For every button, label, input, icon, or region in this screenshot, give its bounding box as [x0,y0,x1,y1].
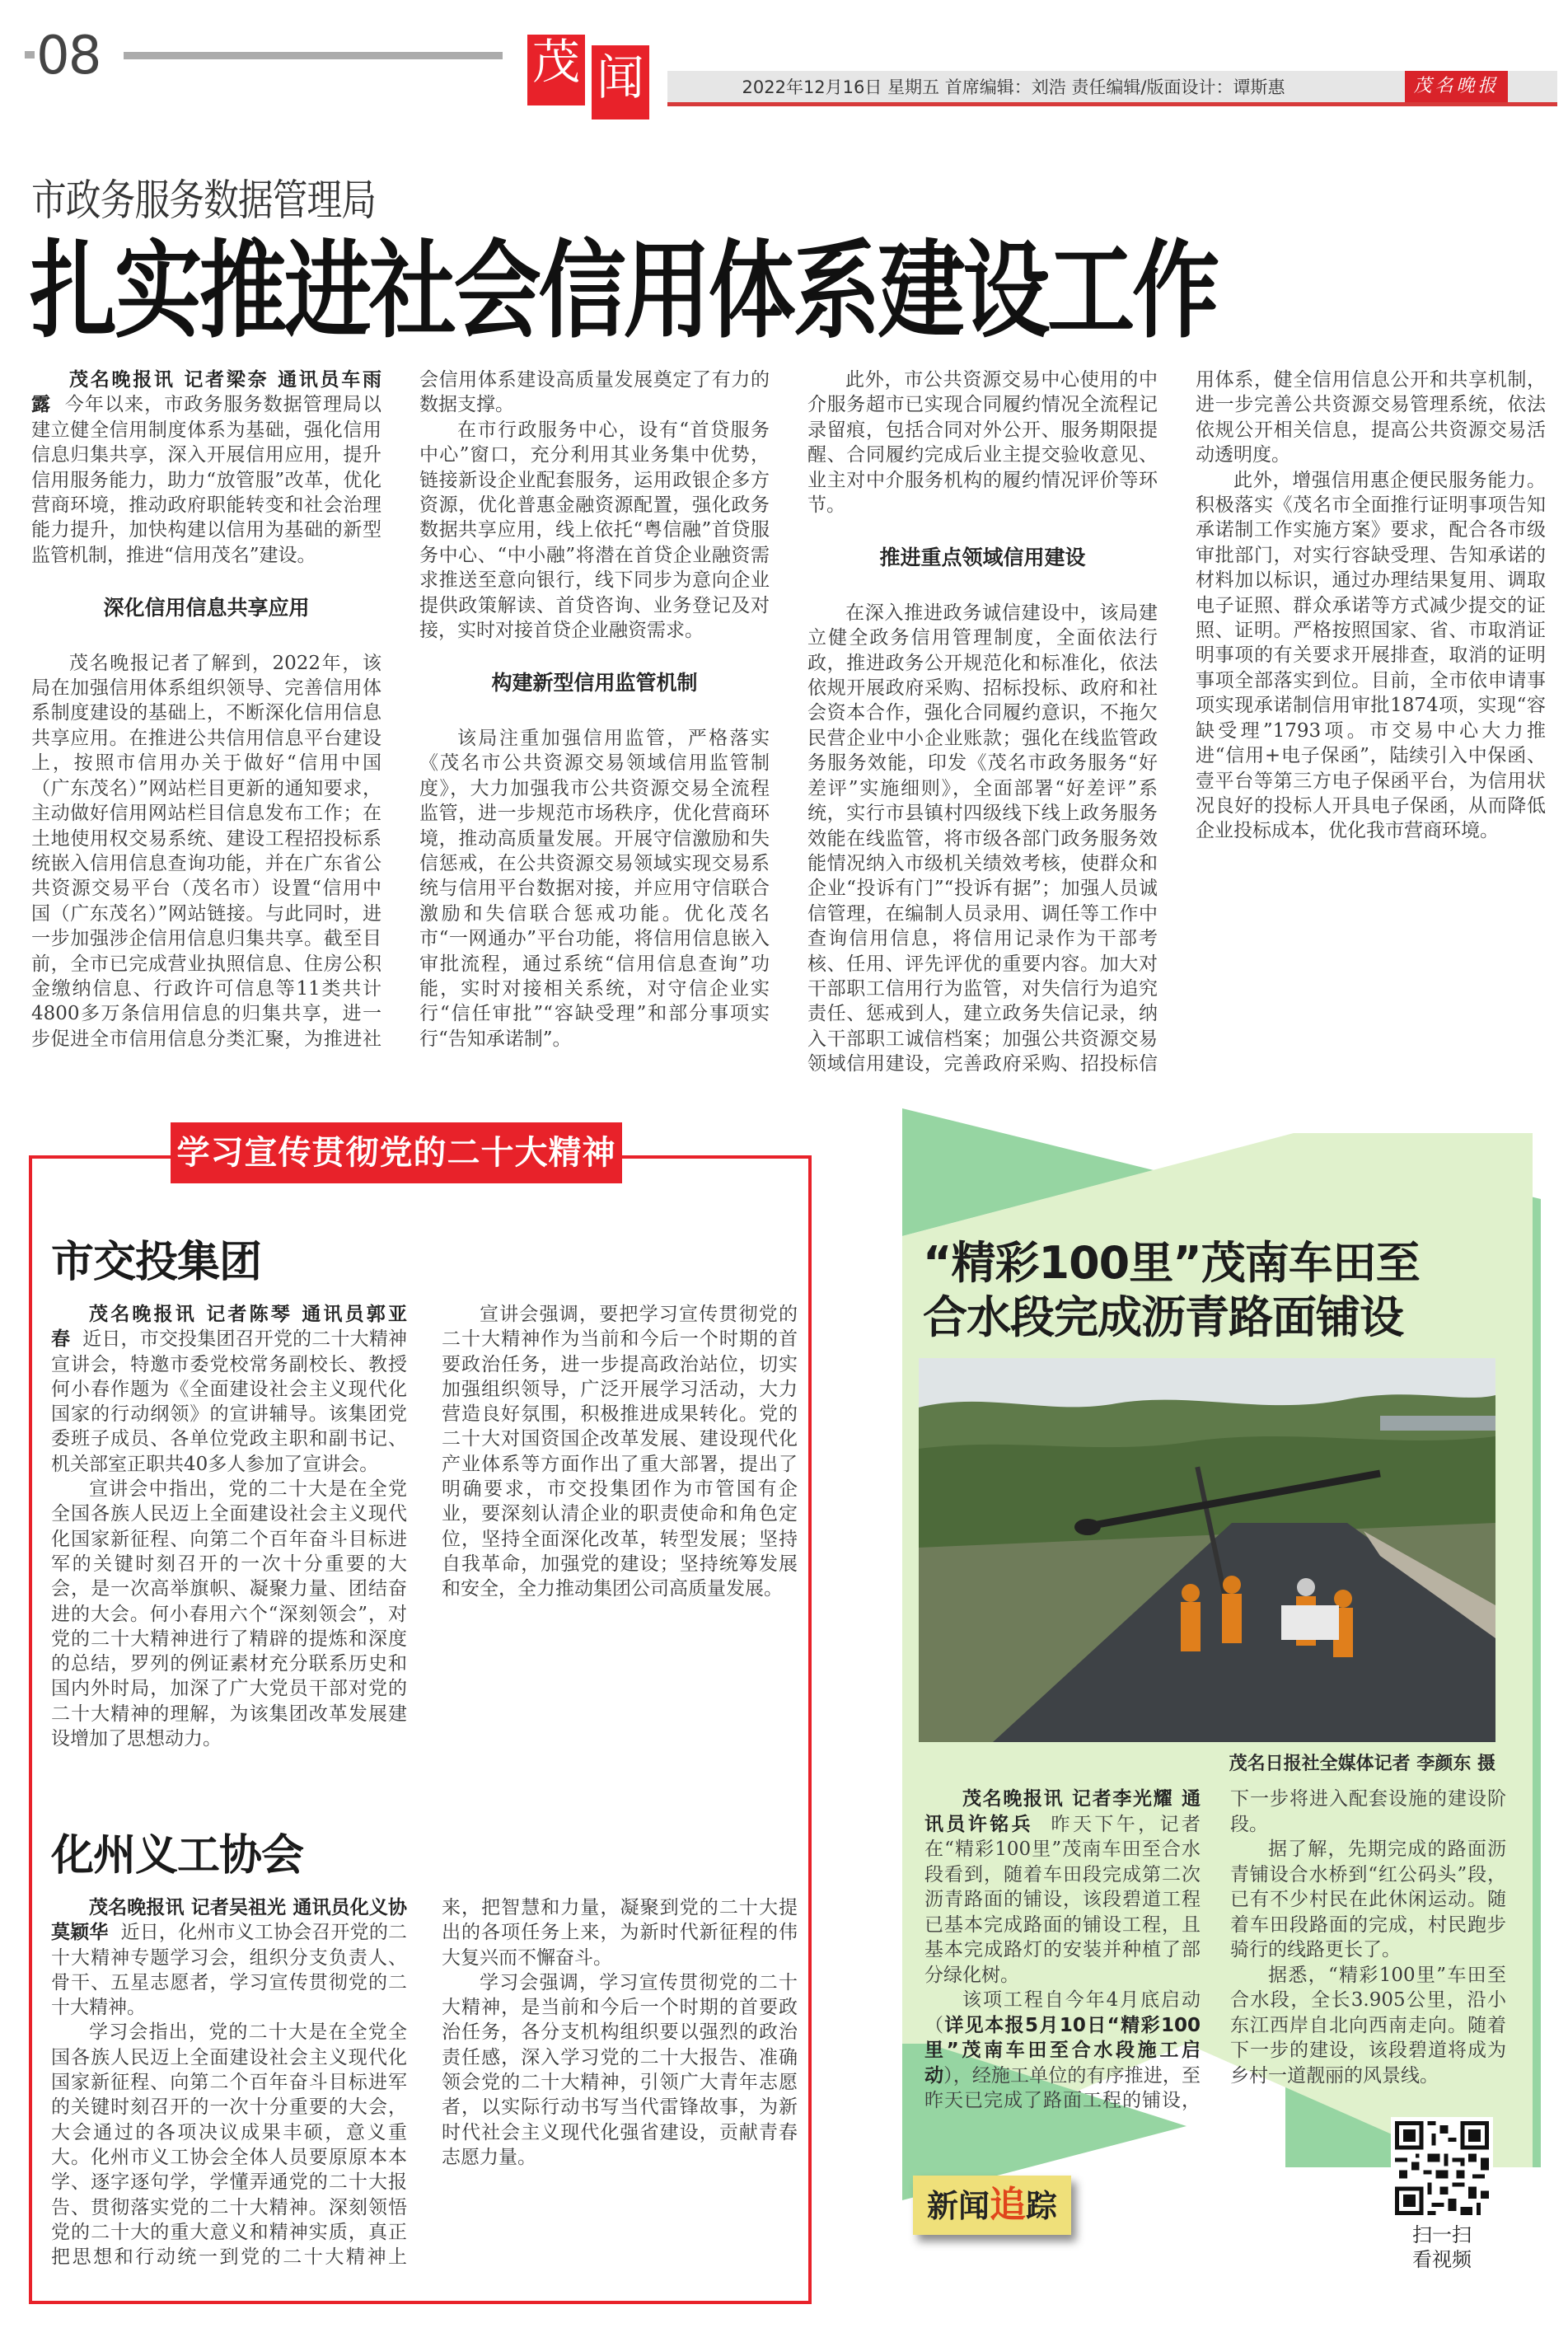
road-story-lead-text: 昨天下午，记者在“精彩100里”茂南车田至合水段看到，随着车田段完成第二次沥青路面的铺设，该段碧道工程已基本完成路面的铺设工程，且基本完成路灯的安装并种植了部分绿化树。 [924,1813,1201,1986]
subhead: 构建新型信用监管机制 [491,671,698,696]
article-kicker: 市政务服务数据管理局 [31,176,377,226]
dateline: 2022年12月16日 星期五 首席编辑：刘浩 责任编辑/版面设计：谭斯惠 [742,77,1285,97]
story-lead [51,1302,407,1477]
story-lead-text: 近日，市交投集团召开党的二十大精神宣讲会，特邀市委党校常务副校长、教授何小春作题为《全面建设社会主义现代化国家的行动纲领》的宣讲辅导。该集团党委班子成员、各单位党政主职和副书记、机关部室正职共40多人参加了宣讲会。 [51,1328,408,1475]
story-title-yigong: 化州义工协会 [51,1831,304,1881]
news-tracker-badge [913,2176,1071,2235]
subhead: 深化信用信息共享应用 [103,596,310,621]
road-story-body [924,1787,1506,2124]
info-bar-underline [667,102,1557,106]
road-story-p2-end: ），经施工单位的有序推进，至昨天已完成了路面工程的铺设，下一步将进入配套设施的建设阶段。 [924,1788,1506,2111]
story-lead [51,1895,407,2020]
story-paragraph: 宣讲会中指出，党的二十大是在全党全国各族人民迈上全面建设社会主义现代化国家新征程、向第二个百年奋斗目标进军的关键时刻召开的一次十分重要的大会，是一次高举旗帜、凝聚力量、团结奋进的大会。何小春用六个“深刻领会”，对党的二十大精神进行了精辟的提炼和深度的总结，罗列的例证素材充分联系历史和国内外时局，加深了广大党员干部对党的二十大精神的理解，为该集团改革发展建设增加了思想动力。 [51,1478,407,1750]
qr-code-icon[interactable] [1391,2117,1493,2219]
photo-caption: 茂名日报社全媒体记者 李颜东 摄 [1229,1754,1495,1774]
road-story-crossref: 详见本报5月10日“精彩100里”茂南车田至合水段施工启动 [924,2014,1201,2087]
newspaper-logo: 茂名晚报 [1405,71,1508,102]
story-paragraph: 宣讲会强调，要把学习宣传贯彻党的二十大精神作为当前和今后一个时期的首要政治任务，进一步提高政治站位，切实加强组织领导，广泛开展学习活动，大力营造良好氛围，积极推进成果转化。党的二十大对国资国企改革发展、建设现代化产业体系等方面作出了重大部署，提出了明确要求，市交投集团作为市管国有企业，要深刻认清企业的职责使命和角色定位，坚持全面深化改革，转型发展；坚持自我革命，加强党的建设；坚持统筹发展和安全，全力推动集团公司高质量发展。 [442,1304,798,1600]
body-paragraph: 茂名晚报记者了解到，2022年，该局在加强信用体系组织领导、完善信用体系制度建设的基础上，不断深化信用信息共享应用。在推进公共信用信息平台建设上，按照市信用办关于做好“信用中国（广东茂名）”网站栏目更新的通知要求，主动做好信用网站栏目信息发布工作；在土地使用权交易系统、建设工程招投标系统嵌入信用信息查询功能，并在广东省公共资源交易平台（茂名市）设置“信用中国（广东茂名）”网站链接。与此同时，进一步加强涉企信用信息归集共享。截至目前，全市已完成营业执照信息、住房公积金缴纳信息、行政许可信息等11类共计4800多万条信用信息的归集共享，进一步促进全市信用信息分类汇聚，为推进社会信用体系建设高质量发展奠定了有力的数据支撑。 [31,369,770,1050]
qr-caption [1391,2223,1493,2272]
page-number-dash [25,51,35,59]
article-headline: 扎实推进社会信用体系建设工作 [30,230,1217,353]
road-paving-photo [919,1358,1495,1742]
tracker-label-b: 追 [990,2184,1026,2226]
story-body-jiaotou [51,1302,798,1764]
story-paragraph: 学习会指出，党的二十大是在全党全国各族人民迈上全面建设社会主义现代化国家新征程、向第二个百年奋斗目标进军的关键时刻召开的一次十分重要的大会，大会通过的各项决议成果丰硕，意义重大。化州市义工协会全体人员要原原本本学、逐字逐句学，学懂弄通党的二十大报告、贯彻落实党的二十大精神。深刻领悟党的二十大的重大意义和精神实质，真正把思想和行动统一到党的二十大精神上来，把智慧和力量，凝聚到党的二十大提出的各项任务上来，为新时代新征程的伟大复兴而不懈奋斗。 [51,1897,798,2269]
road-story-p2-start: 该项工程自今年4月底启动（ [924,1989,1201,2036]
lead-text: 今年以来，市政务服务数据管理局以建立健全信用制度体系为基础，强化信用信息归集共享，深入开展信用应用，提升信用服务能力，助力“放管服”改革，优化营商环境，推动政府职能转变和社会治理能力提升，加快构建以信用为基础的新型监管机制，推进“信用茂名”建设。 [31,394,382,566]
story-byline: 茂名晚报讯 记者吴祖光 通讯员化义协 莫颖华 [51,1897,407,1944]
body-paragraph: 在市行政服务中心，设有“首贷服务中心”窗口，充分利用其业务集中优势，链接新设企业配套服务，运用政银企多方资源，优化普惠金融资源配置，强化政务数据共享应用，线上依托“粤信融”首贷服务中心、“中小融”将潜在首贷企业融资需求推送至意向银行，线下同步为意向企业提供政策解读、首贷咨询、业务登记及对接，实时对接首贷企业融资需求。 [419,419,770,642]
body-paragraph: 该局注重加强信用监管，严格落实《茂名市公共资源交易领域信用监管制度》，大力加强我市公共资源交易全流程监管，进一步规范市场秩序，优化营商环境，推动高质量发展。开展守信激励和失信惩戒，在公共资源交易领域实现交易系统与信用平台数据对接，并应用守信联合激励和失信联合惩戒功能。优化茂名市“一网通办”平台功能，将信用信息嵌入审批流程，通过系统“信用信息查询”功能，实时对接相关系统，对守信企业实行“信任审批”“容缺受理”和部分事项实行“告知承诺制”。 [419,727,770,1050]
story-lead-text: 近日，化州市义工协会召开党的二十大精神专题学习会，组织分支负责人、骨干、五星志愿者，学习宣传贯彻党的二十大精神。 [51,1922,408,2019]
section-name-block-1: 茂 [527,35,585,105]
story-paragraph: 学习会强调，学习宣传贯彻党的二十大精神，是当前和今后一个时期的首要政治任务，各分支机构组织要以强烈的政治责任感，深入学习党的二十大报告、准确领会党的二十大精神，引领广大青年志愿者，以实际行动书写当代雷锋故事，为新时代社会主义现代化强省建设，贡献青春志愿力量。 [442,1971,798,2168]
header-rule [124,52,503,59]
lead-byline: 茂名晚报讯 记者梁奈 通讯员车雨露 [31,369,381,416]
qr-caption-line1: 扫一扫 [1412,2223,1472,2246]
tracker-label-a: 新闻 [926,2188,990,2224]
page-number: 08 [36,26,101,87]
road-story-paragraph: 据了解，先期完成的路面沥青铺设合水桥到“红公码头”段，已有不少村民在此休闲运动。随着车田段路面的完成，村民跑步骑行的线路更长了。 [1230,1839,1506,1960]
story-byline: 茂名晚报讯 记者陈琴 通讯员郭亚春 [51,1304,407,1351]
qr-caption-line2: 看视频 [1412,2248,1472,2271]
road-story-byline: 茂名晚报讯 记者李光耀 通讯员许铭兵 [924,1788,1201,1835]
body-paragraph: 在深入推进政务诚信建设中，该局建立健全政务信用管理制度，全面依法行政，推进政务公开规范化和标准化，依法依规开展政府采购、招标投标、政府和社会资本合作，强化合同履约意识，不拖欠民营企业中小企业账款；强化在线监管政务服务效能，印发《茂名市政务服务“好差评”实施细则》，全面部署“好差评”系统，实行市县镇村四级线下线上政务服务效能在线监管，将市级各部门政务服务效能情况纳入市级机关绩效考核，使群众和企业“投诉有门”“投诉有据”；加强人员诚信管理，在编制人员录用、调任等工作中查询信用信息，将信用记录作为干部考核、任用、评先评优的重要内容。加大对干部职工信用行为监管，对失信行为追究责任、惩戒到人，建立政务失信记录，纳入干部职工诚信档案；加强公共资源交易领域信用建设，完善政府采购、招投标信用体系，健全信用信息公开和共享机制，进一步完善公共资源交易管理系统，依法依规公开相关信息，提高公共资源交易活动透明度。 [807,369,1546,1075]
road-story-title-line1: “精彩100里”茂南车田至 [923,1237,1420,1289]
lead-paragraph [31,368,381,568]
body-paragraph: 此外，增强信用惠企便民服务能力。积极落实《茂名市全面推行证明事项告知承诺制工作实施方案》要求，配合各市级审批部门，对实行容缺受理、告知承诺的材料加以标识，通过办理结果复用、调取电子证照、群众承诺等方式减少提交的证照、证明。严格按照国家、省、市取消证明事项的有关要求开展排查，取消的证明事项全部落实到位。目前，全市依申请事项实现承诺制信用审批1874项，实现“容缺受理”1793项。市交易中心大力推进“信用+电子保函”，陆续引入中保函、壹平台等第三方电子保函平台，为信用状况良好的投标人开具电子保函，从而降低企业投标成本，优化我市营商环境。 [1196,469,1546,842]
story-body-yigong [51,1895,798,2283]
story-title-jiaotou: 市交投集团 [51,1238,262,1287]
section-name-block-2: 闻 [592,45,649,119]
road-story-lead [924,1787,1201,1988]
road-story-paragraph: 据悉，“精彩100里”车田至合水段，全长3.905公里，沿小东江西岸自北向西南走向。随着下一步的建设，该段碧道将成为乡村一道靓丽的风景线。 [1230,1964,1506,2087]
main-article-body [31,368,1546,1093]
tracker-label-c: 踪 [1026,2188,1058,2224]
road-story-title-line2: 合水段完成沥青路面铺设 [923,1291,1403,1343]
road-story-title [923,1236,1533,1345]
party-study-banner: 学习宣传贯彻党的二十大精神 [171,1122,622,1183]
subhead: 推进重点领域信用建设 [879,546,1086,570]
body-paragraph: 此外，市公共资源交易中心使用的中介服务超市已实现合同履约情况全流程记录留痕，包括合同对外公开、服务期限提醒、合同履约完成后业主提交验收意见、业主对中介服务机构的履约情况评价等环节。 [807,369,1158,517]
